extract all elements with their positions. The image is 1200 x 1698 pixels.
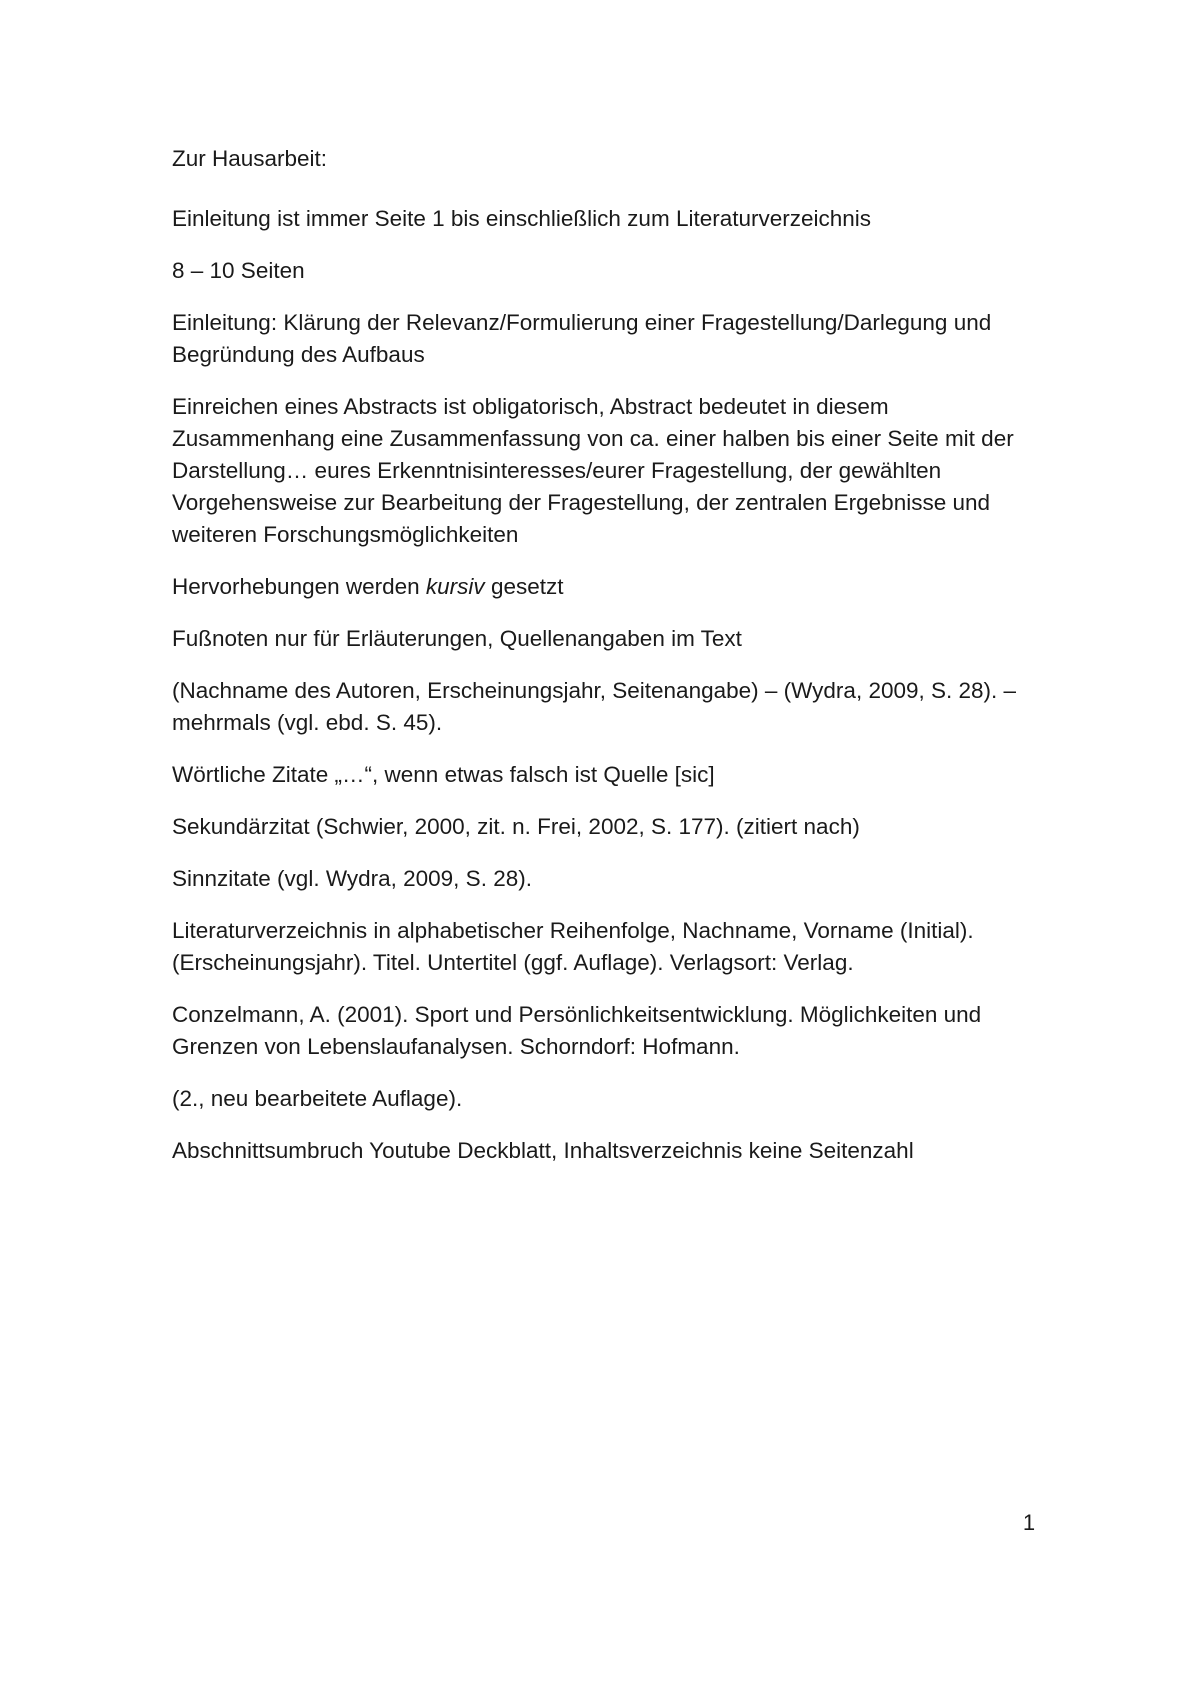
paragraph-section-break: Abschnittsumbruch Youtube Deckblatt, Inhaltsverzeichnis keine Seitenzahl	[172, 1138, 914, 1163]
paragraph-bibliography-example: Conzelmann, A. (2001). Sport und Persönlichkeitsentwicklung. Möglichkeiten und Grenzen von Lebenslaufanalysen. Schorndorf: Hofmann.	[172, 1002, 982, 1059]
paragraph-footnotes: Fußnoten nur für Erläuterungen, Quellenangaben im Text	[172, 626, 742, 651]
emphasis-text-before: Hervorhebungen werden	[172, 574, 426, 599]
paragraph-literal-quotes: Wörtliche Zitate „…“, wenn etwas falsch ist Quelle [sic]	[172, 762, 715, 787]
paragraph-emphasis	[172, 571, 1032, 603]
paragraph-abstract: Einreichen eines Abstracts ist obligatorisch, Abstract bedeutet in diesem Zusammenhang eine Zusammenfassung von ca. einer halben bis einer Seite mit der Darstellung… eures Erkenntnisinteresses/eurer Fragestellung, der gewählten Vorgehensweise zur Bearbeitung der Fragestellung, der zentralen Ergebnisse und weiteren Forschungsmöglichkeiten	[172, 394, 1014, 547]
emphasis-text-after: gesetzt	[484, 574, 564, 599]
paragraph-introduction: Einleitung: Klärung der Relevanz/Formulierung einer Fragestellung/Darlegung und Begründung des Aufbaus	[172, 310, 992, 367]
paragraph-bibliography-rules: Literaturverzeichnis in alphabetischer Reihenfolge, Nachname, Vorname (Initial). (Erscheinungsjahr). Titel. Untertitel (ggf. Auflage). Verlagsort: Verlag.	[172, 918, 974, 975]
paragraph-page-count: 8 – 10 Seiten	[172, 258, 305, 283]
emphasis-italic-word: kursiv	[425, 574, 485, 599]
document-title: Zur Hausarbeit:	[172, 146, 328, 171]
paragraph-citation-format: (Nachname des Autoren, Erscheinungsjahr, Seitenangabe) – (Wydra, 2009, S. 28). – mehrmals (vgl. ebd. S. 45).	[172, 678, 1017, 735]
paragraph-secondary-quote: Sekundärzitat (Schwier, 2000, zit. n. Frei, 2002, S. 177). (zitiert nach)	[172, 814, 860, 839]
paragraph-paraphrase-quote: Sinnzitate (vgl. Wydra, 2009, S. 28).	[172, 866, 532, 891]
paragraph-edition-note: (2., neu bearbeitete Auflage).	[172, 1086, 463, 1111]
paragraph-page-range: Einleitung ist immer Seite 1 bis einschließlich zum Literaturverzeichnis	[172, 206, 872, 231]
document-body	[172, 143, 1032, 1187]
page-number: 1	[1022, 1510, 1036, 1535]
